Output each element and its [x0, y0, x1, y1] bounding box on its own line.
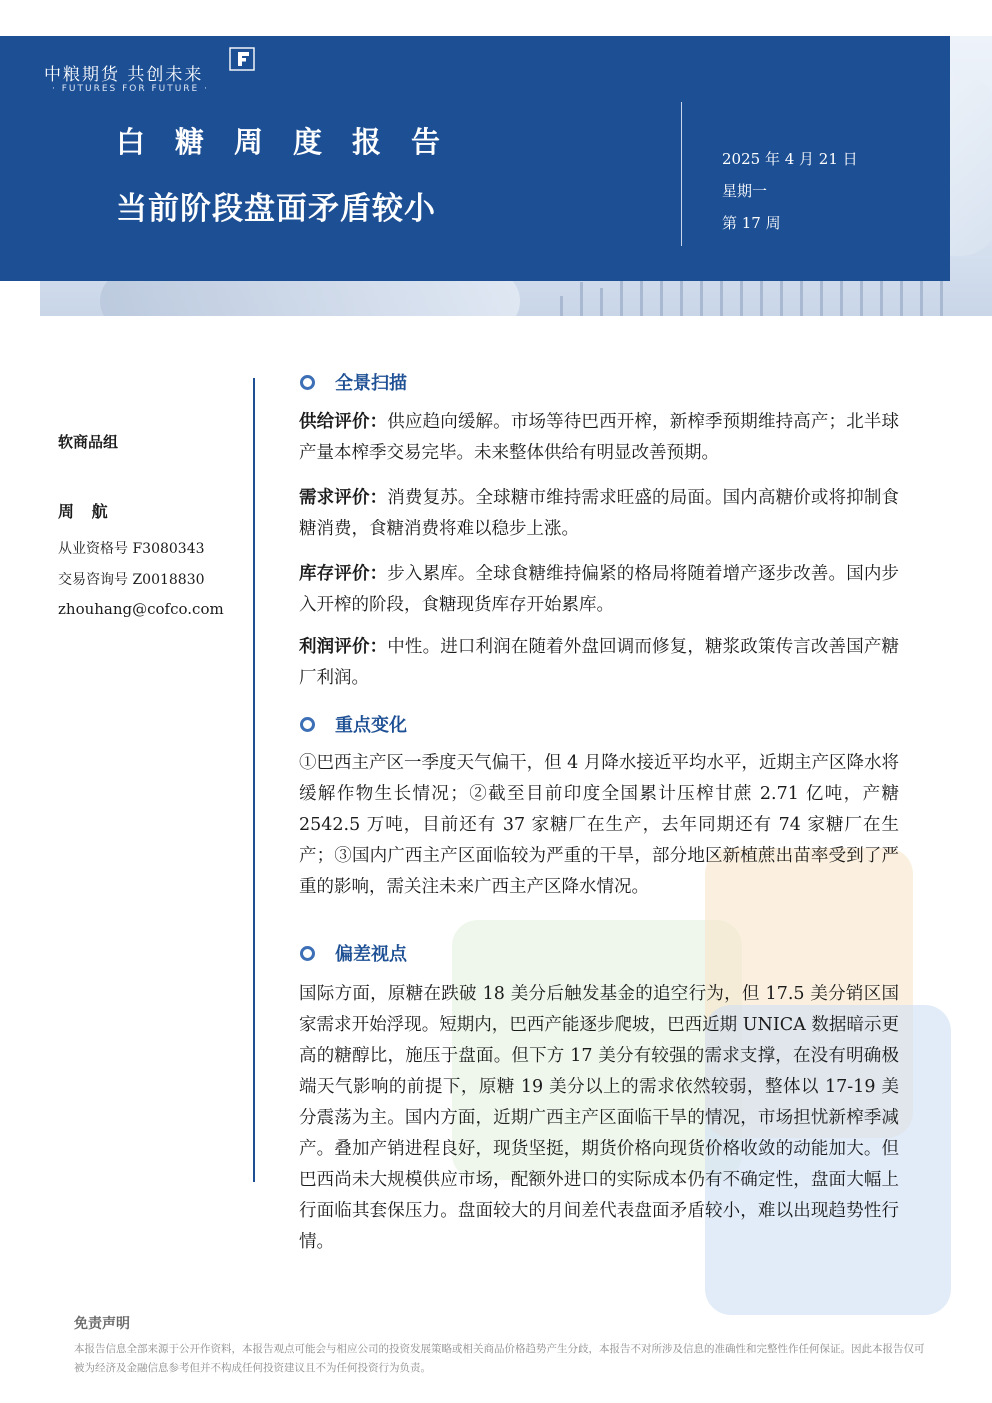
item-label: 供给评价：	[299, 412, 388, 432]
bullet-icon	[300, 946, 315, 961]
photo-bar	[580, 282, 583, 316]
logo-text: 中粮期货 共创未来	[44, 65, 204, 85]
report-subtitle: 当前阶段盘面矛盾较小	[116, 191, 436, 227]
item-label: 库存评价：	[299, 564, 388, 584]
section-title: 全景扫描	[335, 373, 407, 394]
report-weekday: 星期一	[722, 182, 768, 200]
section-title: 重点变化	[335, 715, 407, 736]
overview-item	[299, 559, 899, 621]
changes-text: ①巴西主产区一季度天气偏干，但 4 月降水接近平均水平，近期主产区降水将缓解作物生长情况；②截至目前印度全国累计压榨甘蔗 2.71 亿吨，产糖 2542.5 万吨，目前还有 37 家糖厂在生产，去年同期还有 74 家糖厂在生产；③国内广西主产区面临较为严重的干旱，部分地区新植蔗出苗率受到了严重的影响，需关注未来广西主产区降水情况。	[299, 753, 899, 897]
author-name: 周 航	[58, 502, 114, 521]
license-number: 从业资格号 F3080343	[58, 541, 205, 557]
report-date: 2025 年 4 月 21 日	[722, 150, 858, 168]
header-divider	[681, 102, 682, 246]
logo-tagline: · FUTURES FOR FUTURE ·	[52, 84, 209, 94]
photo-bar	[600, 288, 603, 316]
section-heading-overview	[300, 369, 407, 395]
item-label: 利润评价：	[299, 637, 388, 657]
bullet-icon	[300, 717, 315, 732]
overview-item	[299, 483, 899, 545]
bullet-icon	[300, 375, 315, 390]
column-divider	[253, 378, 255, 1182]
section-heading-changes	[300, 711, 407, 737]
photo-bar	[560, 296, 563, 316]
date-block	[722, 143, 858, 239]
consult-number: 交易咨询号 Z0018830	[58, 572, 205, 588]
department: 软商品组	[58, 433, 119, 451]
disclaimer-text: 本报告信息全部来源于公开作资料，本报告观点可能会与相应公司的投资发展策略或相关商品价格趋势产生分歧，本报告不对所涉及信息的准确性和完整性作任何保证。因此本报告仅可被为经济及金融信息参考但并不构成任何投资建议且不为任何投资行为负责。	[74, 1343, 925, 1374]
item-text: 供应趋向缓解。市场等待巴西开榨，新榨季预期维持高产；北半球产量本榨季交易完毕。未来整体供给有明显改善预期。	[299, 412, 900, 463]
overview-item	[299, 632, 899, 694]
item-text: 步入累库。全球食糖维持偏紧的格局将随着增产逐步改善。国内步入开榨的阶段，食糖现货库存开始累库。	[299, 564, 900, 615]
section-heading-views	[300, 940, 407, 966]
logo-icon	[229, 47, 255, 71]
report-week: 第 17 周	[722, 214, 781, 232]
item-label: 需求评价：	[299, 488, 388, 508]
disclaimer-title: 免责声明	[74, 1316, 130, 1332]
item-text: 消费复苏。全球糖市维持需求旺盛的局面。国内高糖价或将抑制食糖消费，食糖消费将难以稳步上涨。	[299, 488, 900, 539]
views-text: 国际方面，原糖在跌破 18 美分后触发基金的追空行为，但 17.5 美分销区国家需求开始浮现。短期内，巴西产能逐步爬坡，巴西近期 UNICA 数据暗示更高的糖醇比，施压于盘面。但下方 17 美分有较强的需求支撑，在没有明确极端天气影响的前提下，原糖 19 美分以上的需求依然较弱，整体以 17-19 美分震荡为主。国内方面，近期广西主产区面临干旱的情况，市场担忧新榨季减产。叠加产销进程良好，现货坚挺，期货价格向现货价格收敛的动能加大。但巴西尚未大规模供应市场，配额外进口的实际成本仍有不确定性，盘面大幅上行面临其套保压力。盘面较大的月间差代表盘面矛盾较小，难以出现趋势性行情。	[299, 984, 899, 1252]
section-title: 偏差视点	[335, 944, 407, 965]
report-title: 白糖周度报告	[116, 125, 471, 159]
item-text: 中性。进口利润在随着外盘回调而修复，糖浆政策传言改善国产糖厂利润。	[299, 637, 900, 688]
author-email[interactable]: zhouhang@cofco.com	[58, 600, 224, 618]
overview-item	[299, 407, 899, 469]
photo-bar	[640, 278, 643, 316]
